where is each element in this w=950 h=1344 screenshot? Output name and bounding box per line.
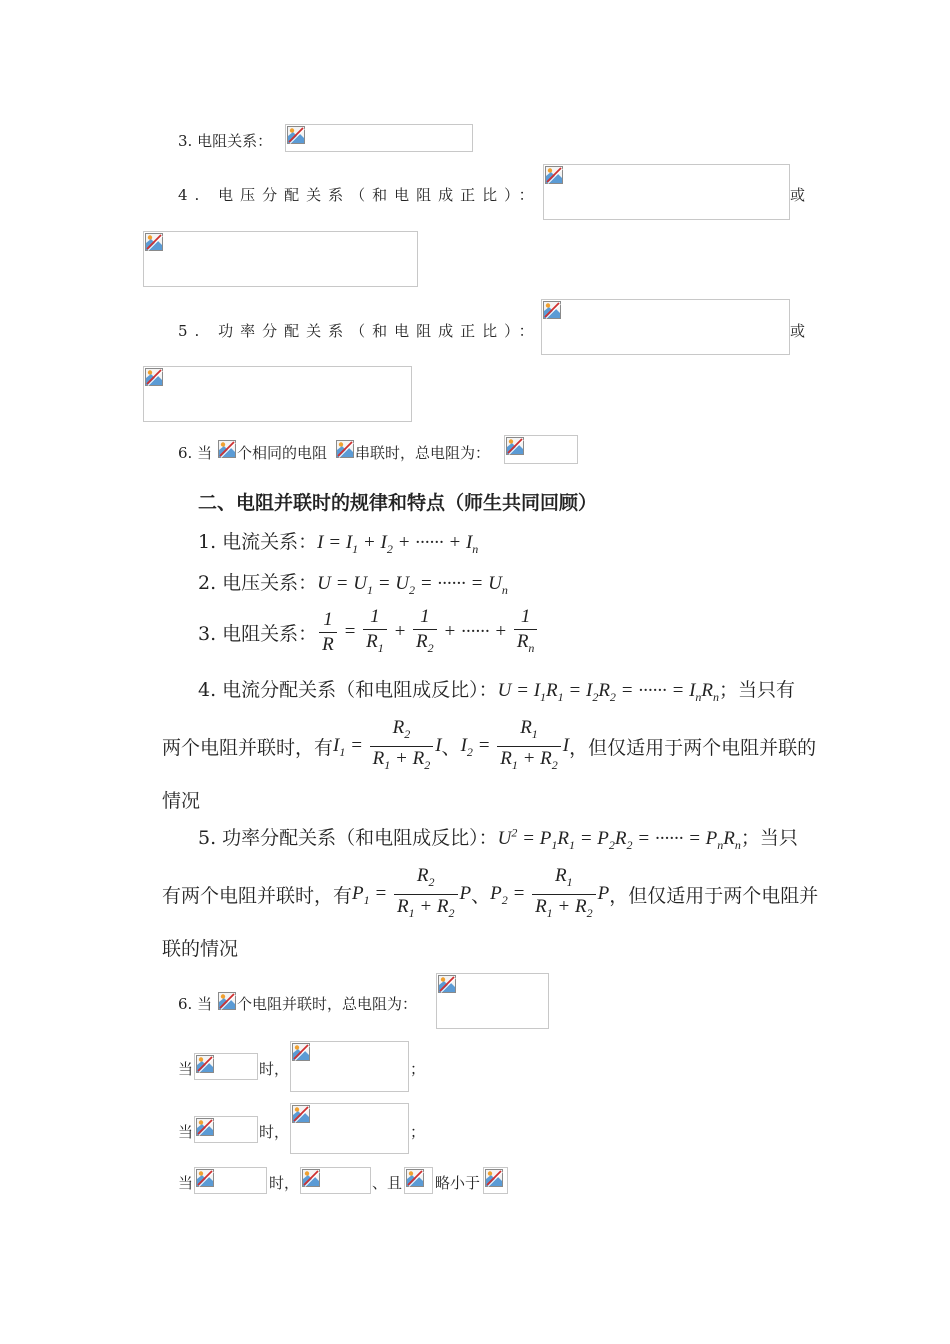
parallel-item4-line2-sep: 、 bbox=[441, 736, 461, 759]
series-item5-or: 或 bbox=[790, 322, 806, 340]
broken-image-placeholder bbox=[194, 1167, 267, 1194]
case1-prefix: 当 bbox=[178, 1060, 194, 1078]
series-item4-label: 4. 电压分配关系（和电阻成正比）： bbox=[178, 186, 541, 204]
case2-when: 时， bbox=[259, 1123, 290, 1141]
broken-image-placeholder bbox=[143, 366, 412, 422]
series-item4-or: 或 bbox=[790, 186, 806, 204]
parallel-item2-label: 2. 电压关系： bbox=[198, 572, 318, 594]
broken-image-icon bbox=[196, 1055, 214, 1073]
broken-image-placeholder bbox=[194, 1053, 258, 1080]
parallel-item5-line1 bbox=[198, 823, 798, 853]
broken-image-icon bbox=[145, 233, 163, 251]
broken-image-placeholder bbox=[290, 1103, 409, 1154]
broken-image-icon bbox=[287, 126, 305, 144]
series-item6-prefix: 6. 当 bbox=[178, 444, 213, 462]
parallel-item4-label: 4. 电流分配关系（和电阻成反比）： bbox=[198, 679, 498, 701]
series-item3-label: 3. 电阻关系： bbox=[178, 132, 273, 150]
formula-voltage-relation: $U = U_1 = U_2$ = ······ = $U_n$ bbox=[317, 573, 508, 597]
broken-image-placeholder bbox=[483, 1167, 508, 1194]
broken-image-placeholder bbox=[218, 440, 236, 460]
broken-image-icon bbox=[196, 1118, 214, 1136]
parallel-item1-label: 1. 电流关系： bbox=[198, 531, 318, 553]
parallel-item4-line1 bbox=[198, 675, 795, 705]
broken-image-icon bbox=[406, 1169, 424, 1187]
parallel-item5-tail: ；当只 bbox=[740, 827, 798, 849]
formula-resistance-relation: $\frac{1}{R}$ = $\frac{1}{R_1}$ + $\frac{1}{R_2}$ + ······ + $\frac{1}{R_n}$ bbox=[317, 621, 539, 642]
broken-image-icon bbox=[292, 1105, 310, 1123]
parallel-item1 bbox=[198, 527, 478, 557]
broken-image-placeholder bbox=[285, 124, 473, 152]
parallel-item5-label: 5. 功率分配关系（和电阻成反比）： bbox=[198, 827, 498, 849]
formula-current-distribution: $U = I_1R_1 = I_2R_2$ = ······ = $I_nR_n$ bbox=[497, 680, 720, 704]
broken-image-icon bbox=[336, 440, 354, 458]
broken-image-icon bbox=[438, 975, 456, 993]
broken-image-placeholder bbox=[336, 440, 354, 460]
parallel-item3 bbox=[198, 605, 539, 660]
broken-image-icon bbox=[485, 1169, 503, 1187]
series-item6-mid: 个相同的电阻 bbox=[237, 444, 328, 462]
case1-semicolon: ； bbox=[410, 1060, 426, 1078]
parallel-item3-label: 3. 电阻关系： bbox=[198, 622, 318, 645]
formula-i2-split: $I_2$ = $\frac{R_1}{R_1 + R_2}$ I bbox=[460, 717, 570, 772]
broken-image-icon bbox=[545, 166, 563, 184]
case1-when: 时， bbox=[259, 1060, 290, 1078]
case2-prefix: 当 bbox=[178, 1123, 194, 1141]
case3-slightly-less: 略小于 bbox=[435, 1174, 481, 1192]
formula-current-relation: $I = I_1 + I_2$ + ······ + $I_n$ bbox=[317, 532, 479, 556]
broken-image-icon bbox=[218, 992, 236, 1010]
broken-image-icon bbox=[506, 437, 524, 455]
parallel-item5-line2-prefix: 有两个电阻并联时，有 bbox=[162, 884, 353, 907]
broken-image-placeholder bbox=[194, 1116, 258, 1143]
formula-p1-split: $P_1$ = $\frac{R_2}{R_1 + R_2}$ P bbox=[352, 865, 472, 920]
broken-image-placeholder bbox=[218, 992, 236, 1012]
broken-image-placeholder bbox=[541, 299, 790, 355]
parallel-item5-line2 bbox=[162, 864, 818, 925]
broken-image-icon bbox=[218, 440, 236, 458]
broken-image-icon bbox=[145, 368, 163, 386]
broken-image-placeholder bbox=[436, 973, 549, 1029]
formula-i1-split: $I_1$ = $\frac{R_2}{R_1 + R_2}$ I bbox=[333, 717, 442, 772]
parallel-item5-line2-suffix: ，但仅适用于两个电阻并 bbox=[609, 884, 819, 907]
broken-image-placeholder bbox=[543, 164, 790, 220]
formula-p2-split: $P_2$ = $\frac{R_1}{R_1 + R_2}$ P bbox=[490, 865, 610, 920]
broken-image-placeholder bbox=[404, 1167, 433, 1194]
broken-image-placeholder bbox=[290, 1041, 409, 1092]
parallel-item2 bbox=[198, 568, 508, 598]
broken-image-placeholder bbox=[143, 231, 418, 287]
parallel-item5-line3: 联的情况 bbox=[162, 938, 239, 960]
parallel-item4-line3: 情况 bbox=[162, 790, 201, 812]
broken-image-placeholder bbox=[504, 435, 578, 464]
parallel-item5-line2-sep: 、 bbox=[471, 884, 491, 907]
series-item6-suffix: 串联时，总电阻为： bbox=[355, 444, 491, 462]
broken-image-icon bbox=[292, 1043, 310, 1061]
case3-and: 、且 bbox=[372, 1174, 403, 1192]
broken-image-icon bbox=[302, 1169, 320, 1187]
parallel-item4-line2-prefix: 两个电阻并联时，有 bbox=[162, 736, 334, 759]
broken-image-icon bbox=[543, 301, 561, 319]
section-heading: 二、电阻并联时的规律和特点（师生共同回顾） bbox=[198, 492, 598, 514]
case3-prefix: 当 bbox=[178, 1174, 194, 1192]
case2-semicolon: ； bbox=[410, 1123, 426, 1141]
broken-image-icon bbox=[196, 1169, 214, 1187]
parallel-item4-line2-suffix: ，但仅适用于两个电阻并联的 bbox=[569, 736, 817, 759]
broken-image-placeholder bbox=[300, 1167, 371, 1194]
parallel-item4-line2 bbox=[162, 716, 816, 777]
parallel-item6-prefix: 6. 当 bbox=[178, 995, 213, 1013]
formula-power-distribution: $U^2 = P_1R_1 = P_2R_2$ = ······ = $P_nR_n$ bbox=[497, 825, 741, 852]
parallel-item4-tail: ；当只有 bbox=[719, 679, 796, 701]
case3-when: 时， bbox=[269, 1174, 300, 1192]
series-item5-label: 5. 功率分配关系（和电阻成正比）： bbox=[178, 322, 541, 340]
parallel-item6-suffix: 个电阻并联时，总电阻为： bbox=[237, 995, 418, 1013]
